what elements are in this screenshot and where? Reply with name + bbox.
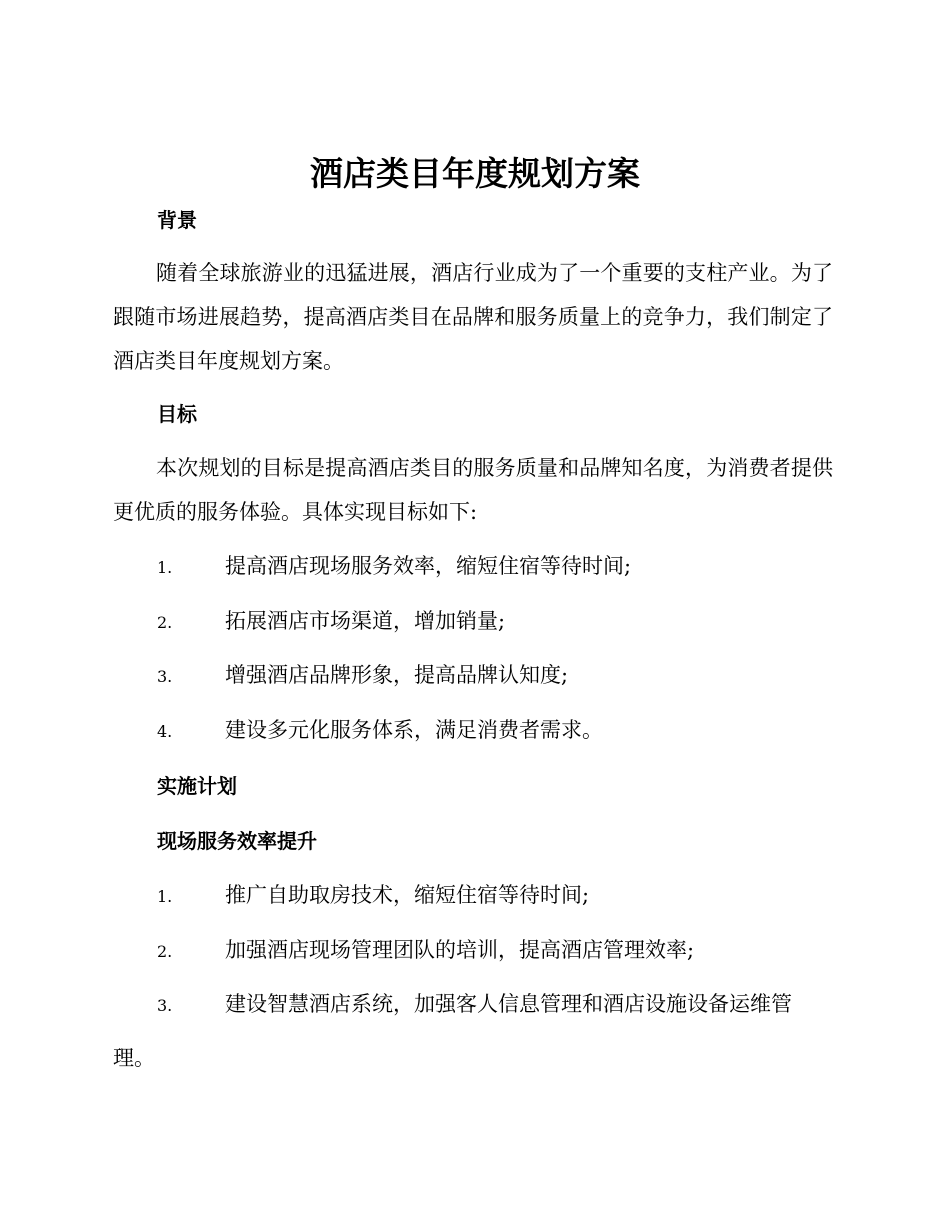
plan-list-item <box>113 869 833 923</box>
list-item-number: 2. <box>157 613 173 632</box>
list-item-text: 推广自助取房技术，缩短住宿等待时间; <box>225 883 590 907</box>
list-item-text: 建设多元化服务体系，满足消费者需求。 <box>225 718 603 742</box>
plan-list-item <box>113 924 833 978</box>
list-item-text: 增强酒店品牌形象，提高品牌认知度; <box>225 663 569 687</box>
list-item-number: 2. <box>157 942 173 961</box>
list-item-number: 3. <box>157 996 173 1015</box>
goals-paragraph: 本次规划的目标是提高酒店类目的服务质量和品牌知名度，为消费者提供更优质的服务体验。具体实现目标如下: <box>113 456 833 524</box>
plan-list-item <box>113 978 833 1084</box>
goal-list-item <box>113 704 833 758</box>
list-item-number: 1. <box>157 887 173 906</box>
goal-list-item <box>113 540 833 594</box>
background-paragraph: 随着全球旅游业的迅猛进展，酒店行业成为了一个重要的支柱产业。为了跟随市场进展趋势，提高酒店类目在品牌和服务质量上的竞争力，我们制定了酒店类目年度规划方案。 <box>113 261 833 373</box>
goal-list-item <box>113 649 833 703</box>
list-item-number: 1. <box>157 558 173 577</box>
list-item-text: 加强酒店现场管理团队的培训，提高酒店管理效率; <box>225 938 695 962</box>
list-item-number: 3. <box>157 667 173 686</box>
section-subheading-efficiency: 现场服务效率提升 <box>157 829 317 853</box>
list-item-text: 提高酒店现场服务效率，缩短住宿等待时间; <box>225 554 632 578</box>
goal-list-item <box>113 595 833 649</box>
section-heading-goals: 目标 <box>157 402 197 426</box>
list-item-text: 建设智慧酒店系统，加强客人信息管理和酒店设施设备运维管理。 <box>113 992 792 1070</box>
section-heading-plan: 实施计划 <box>157 774 237 798</box>
section-heading-background: 背景 <box>157 208 197 232</box>
list-item-number: 4. <box>157 722 173 741</box>
document-title: 酒店类目年度规划方案 <box>310 154 640 193</box>
list-item-text: 拓展酒店市场渠道，增加销量; <box>225 609 506 633</box>
